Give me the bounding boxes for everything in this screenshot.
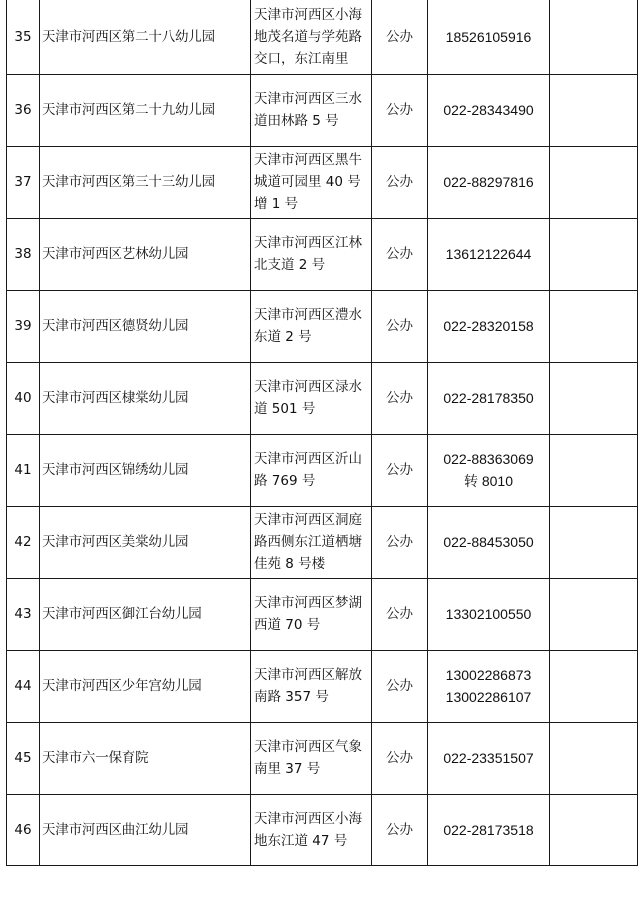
row-number: 38	[7, 218, 40, 290]
contact-phone: 022-88363069 转 8010	[428, 434, 550, 506]
note-cell	[550, 794, 638, 865]
contact-phone: 022-28343490	[428, 74, 550, 146]
contact-phone: 022-28178350	[428, 362, 550, 434]
kindergarten-name: 天津市河西区第二十八幼儿园	[40, 0, 251, 74]
kindergarten-address: 天津市河西区江林北支道 2 号	[251, 218, 372, 290]
contact-phone: 022-23351507	[428, 722, 550, 794]
row-number: 41	[7, 434, 40, 506]
kindergarten-name: 天津市河西区御江台幼儿园	[40, 578, 251, 650]
table-row	[7, 0, 638, 74]
row-number: 46	[7, 794, 40, 865]
row-number: 44	[7, 650, 40, 722]
kindergarten-address: 天津市河西区小海地茂名道与学苑路交口，东江南里	[251, 0, 372, 74]
note-cell	[550, 650, 638, 722]
kindergarten-name: 天津市河西区锦绣幼儿园	[40, 434, 251, 506]
kindergarten-name: 天津市河西区少年宫幼儿园	[40, 650, 251, 722]
table-row	[7, 794, 638, 865]
note-cell	[550, 0, 638, 74]
kindergarten-address: 天津市河西区解放南路 357 号	[251, 650, 372, 722]
row-number: 36	[7, 74, 40, 146]
kindergarten-address: 天津市河西区三水道田林路 5 号	[251, 74, 372, 146]
table-body	[7, 0, 638, 865]
kindergarten-name: 天津市河西区美棠幼儿园	[40, 506, 251, 578]
table-row	[7, 218, 638, 290]
contact-phone: 022-28320158	[428, 290, 550, 362]
contact-phone: 13002286873 13002286107	[428, 650, 550, 722]
table-row	[7, 290, 638, 362]
note-cell	[550, 74, 638, 146]
table-row	[7, 722, 638, 794]
note-cell	[550, 434, 638, 506]
table-row	[7, 578, 638, 650]
kindergarten-address: 天津市河西区梦湖西道 70 号	[251, 578, 372, 650]
row-number: 43	[7, 578, 40, 650]
row-number: 40	[7, 362, 40, 434]
ownership-type: 公办	[372, 722, 428, 794]
ownership-type: 公办	[372, 0, 428, 74]
ownership-type: 公办	[372, 434, 428, 506]
kindergarten-name: 天津市河西区德贤幼儿园	[40, 290, 251, 362]
row-number: 42	[7, 506, 40, 578]
contact-phone: 13302100550	[428, 578, 550, 650]
table-row	[7, 434, 638, 506]
row-number: 35	[7, 0, 40, 74]
contact-phone: 13612122644	[428, 218, 550, 290]
kindergarten-table	[6, 0, 638, 866]
kindergarten-address: 天津市河西区洞庭路西侧东江道栖塘佳苑 8 号楼	[251, 506, 372, 578]
note-cell	[550, 506, 638, 578]
kindergarten-name: 天津市河西区第三十三幼儿园	[40, 146, 251, 218]
note-cell	[550, 218, 638, 290]
ownership-type: 公办	[372, 794, 428, 865]
ownership-type: 公办	[372, 218, 428, 290]
kindergarten-address: 天津市河西区黑牛城道可园里 40 号增 1 号	[251, 146, 372, 218]
table-row	[7, 362, 638, 434]
table-row	[7, 146, 638, 218]
kindergarten-name: 天津市河西区第二十九幼儿园	[40, 74, 251, 146]
ownership-type: 公办	[372, 506, 428, 578]
row-number: 37	[7, 146, 40, 218]
note-cell	[550, 722, 638, 794]
note-cell	[550, 362, 638, 434]
ownership-type: 公办	[372, 578, 428, 650]
ownership-type: 公办	[372, 146, 428, 218]
contact-phone: 022-28173518	[428, 794, 550, 865]
kindergarten-address: 天津市河西区澧水东道 2 号	[251, 290, 372, 362]
kindergarten-address: 天津市河西区沂山路 769 号	[251, 434, 372, 506]
note-cell	[550, 146, 638, 218]
row-number: 45	[7, 722, 40, 794]
table-row	[7, 506, 638, 578]
kindergarten-name: 天津市河西区棣棠幼儿园	[40, 362, 251, 434]
kindergarten-address: 天津市河西区渌水道 501 号	[251, 362, 372, 434]
contact-phone: 022-88453050	[428, 506, 550, 578]
note-cell	[550, 578, 638, 650]
contact-phone: 022-88297816	[428, 146, 550, 218]
ownership-type: 公办	[372, 290, 428, 362]
ownership-type: 公办	[372, 74, 428, 146]
kindergarten-address: 天津市河西区气象南里 37 号	[251, 722, 372, 794]
row-number: 39	[7, 290, 40, 362]
note-cell	[550, 290, 638, 362]
table-row	[7, 650, 638, 722]
contact-phone: 18526105916	[428, 0, 550, 74]
kindergarten-name: 天津市六一保育院	[40, 722, 251, 794]
ownership-type: 公办	[372, 362, 428, 434]
table-row	[7, 74, 638, 146]
ownership-type: 公办	[372, 650, 428, 722]
kindergarten-address: 天津市河西区小海地东江道 47 号	[251, 794, 372, 865]
kindergarten-name: 天津市河西区曲江幼儿园	[40, 794, 251, 865]
kindergarten-name: 天津市河西区艺林幼儿园	[40, 218, 251, 290]
